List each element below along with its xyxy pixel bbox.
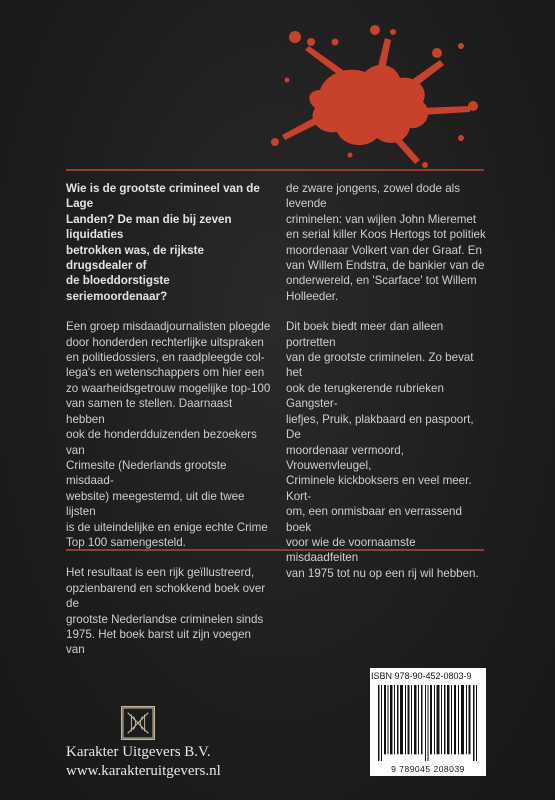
bottom-divider bbox=[66, 549, 484, 551]
right-column bbox=[286, 181, 486, 596]
left-column bbox=[66, 181, 271, 673]
isbn-text: ISBN 978-90-452-0803-9 bbox=[371, 671, 472, 681]
publisher-url: www.karakteruitgevers.nl bbox=[66, 763, 221, 779]
paragraph-methodology: Een groep misdaadjournalisten ploegde door honderden rechterlijke uitspraken en politiedossiers, en raadpleegde col- lega's en wetenschappers om hier een zo waarheidsgetrouw mogelijke top-100 van samen te stellen. Daarnaast hebben ook de honderdduizenden bezoekers van Crimesite (Nederlands grootste misdaad- website) meegestemd, uit die twee lijsten is de uiteindelijke en enige echte Crime Top 100 samengesteld. bbox=[66, 320, 271, 549]
barcode-number: 9 789045 208039 bbox=[391, 764, 465, 774]
paragraph-content: Dit boek biedt meer dan alleen portretten van de grootste criminelen. Zo bevat het ook de terugkerende rubrieken Gangster- liefjes, Pruik, plakbaard en paspoort, De moordenaar vermoord, Vrouwenvleugel, Criminele kickboksers en veel meer. Kort- om, een onmisbaar en verrassend boek voor wie de voornaamste misdaadfeiten van 1975 tot nu op een rij wil hebben. bbox=[286, 320, 479, 580]
intro-text: Wie is de grootste crimineel van de Lage Landen? De man die bij zeven liquidaties betrokken was, de rijkste drugsdealer of de bloeddorstigste seriemoordenaar? bbox=[66, 182, 260, 303]
paragraph-criminals: de zware jongens, zowel dode als levende criminelen: van wijlen John Mieremet en serial killer Koos Hertogs tot politiek moordenaar Volkert van der Graaf. En van Willem Endstra, de bankier van de onderwereld, en 'Scarface' tot Willem Holleeder. bbox=[286, 182, 486, 303]
paragraph-result: Het resultaat is een rijk geïllustreerd, opzienbarend en schokkend boek over de grootste Nederlandse criminelen sinds 1975. Het boek barst uit zijn voegen van bbox=[66, 566, 266, 657]
barcode-icon bbox=[376, 685, 480, 761]
barcode bbox=[370, 681, 486, 776]
publisher-logo-icon bbox=[121, 706, 155, 740]
publisher-name: Karakter Uitgevers B.V. bbox=[66, 744, 211, 760]
blood-splatter-icon bbox=[225, 20, 495, 175]
top-divider bbox=[66, 169, 484, 171]
